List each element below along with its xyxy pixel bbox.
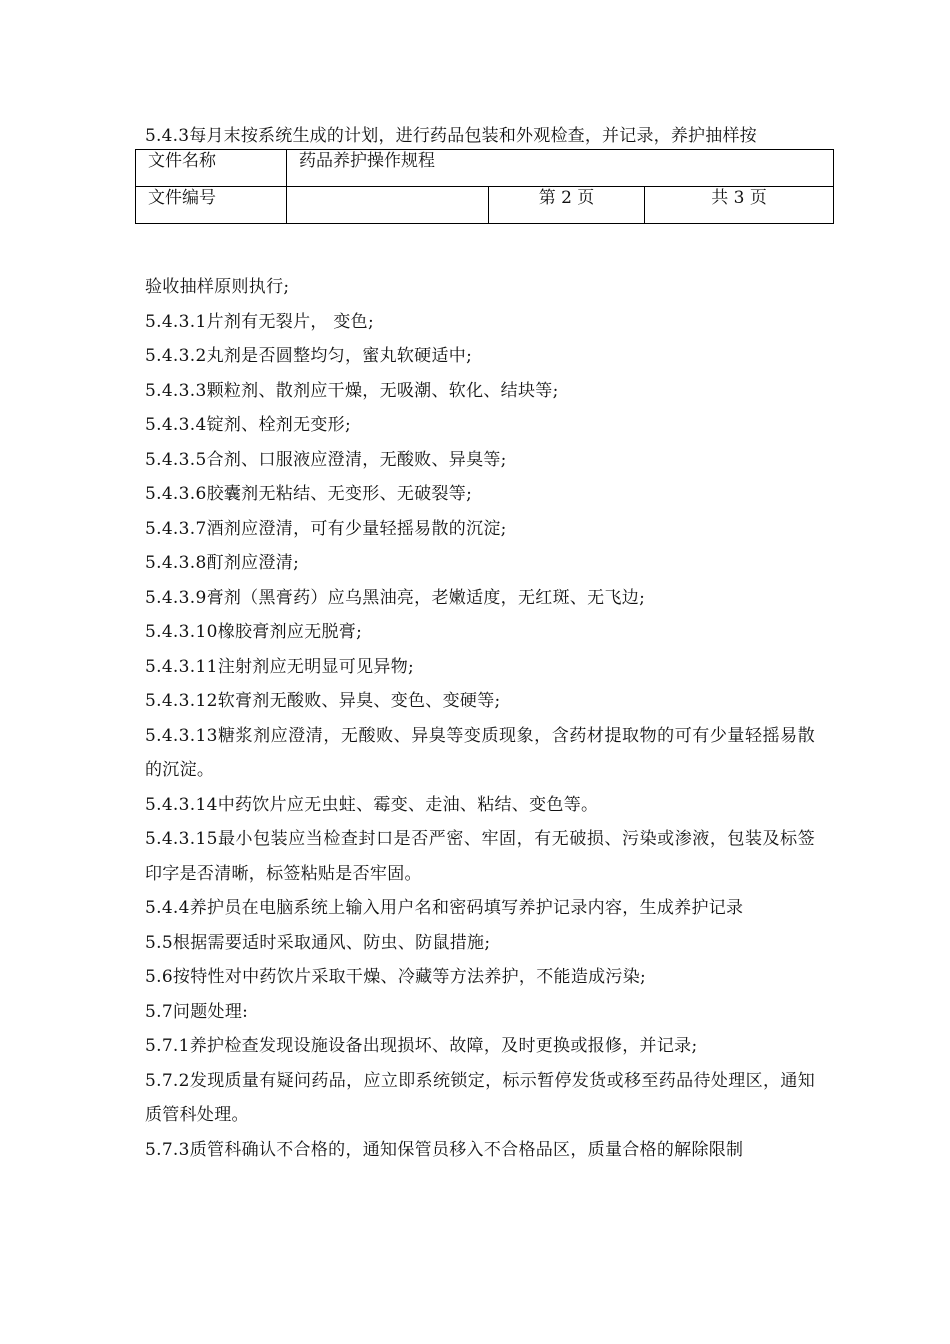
paragraph: 5.7.3质管科确认不合格的，通知保管员移入不合格品区，质量合格的解除限制 <box>145 1139 744 1160</box>
page-current: 第 2 页 <box>489 187 645 224</box>
paragraph: 5.6按特性对中药饮片采取干燥、冷藏等方法养护，不能造成污染; <box>145 967 647 987</box>
header-row-number <box>136 187 834 224</box>
paragraph: 5.7.2发现质量有疑问药品，应立即系统锁定，标示暂停发货或移至药品待处理区，通知质管科处理。 <box>145 1070 815 1125</box>
paragraph: 5.4.3.5合剂、口服液应澄清，无酸败、异臭等; <box>145 449 507 470</box>
paragraph: 5.7.1养护检查发现设施设备出现损坏、故障，及时更换或报修，并记录; <box>145 1036 698 1056</box>
file-number-label: 文件编号 <box>136 187 287 224</box>
header-row-name <box>136 150 834 187</box>
paragraph: 5.4.3.11注射剂应无明显可见异物; <box>145 656 415 677</box>
file-number-value <box>287 187 489 224</box>
paragraph: 5.4.3.6胶囊剂无粘结、无变形、无破裂等; <box>145 484 473 504</box>
top-line-text: 5.4.3每月末按系统生成的计划，进行药品包装和外观检查，并记录，养护抽样按 <box>145 126 757 146</box>
paragraph: 5.7问题处理: <box>145 1001 249 1022</box>
paragraph: 5.4.3.1片剂有无裂片， 变色; <box>145 311 375 332</box>
paragraph: 5.4.3.3颗粒剂、散剂应干燥，无吸潮、软化、结块等; <box>145 380 559 401</box>
document-header-table <box>135 149 834 224</box>
file-name-label: 文件名称 <box>136 150 287 187</box>
file-name-value: 药品养护操作规程 <box>287 150 834 187</box>
paragraph: 5.4.3.13糖浆剂应澄清，无酸败、异臭等变质现象，含药材提取物的可有少量轻摇易散的沉淀。 <box>145 725 815 780</box>
page-total: 共 3 页 <box>645 187 834 224</box>
paragraph: 5.4.3.7酒剂应澄清，可有少量轻摇易散的沉淀; <box>145 518 507 539</box>
paragraph: 5.4.3.8酊剂应澄清; <box>145 553 300 573</box>
paragraph: 5.4.3.9膏剂（黑膏药）应乌黑油亮，老嫩适度，无红斑、无飞边; <box>145 587 646 608</box>
paragraph: 5.4.4养护员在电脑系统上输入用户名和密码填写养护记录内容，生成养护记录 <box>145 898 744 918</box>
paragraph: 5.4.3.15最小包装应当检查封口是否严密、牢固，有无破损、污染或渗液，包装及标签印字是否清晰，标签粘贴是否牢固。 <box>145 829 815 884</box>
paragraph: 5.5根据需要适时采取通风、防虫、防鼠措施; <box>145 932 491 953</box>
paragraph: 验收抽样原则执行; <box>145 277 290 297</box>
paragraph: 5.4.3.14中药饮片应无虫蛀、霉变、走油、粘结、变色等。 <box>145 794 599 815</box>
paragraph: 5.4.3.2丸剂是否圆整均匀，蜜丸软硬适中; <box>145 346 473 366</box>
paragraph: 5.4.3.10橡胶膏剂应无脱膏; <box>145 622 363 642</box>
document-body <box>145 270 815 1167</box>
paragraph: 5.4.3.12软膏剂无酸败、异臭、变色、变硬等; <box>145 691 501 711</box>
paragraph: 5.4.3.4锭剂、栓剂无变形; <box>145 415 352 435</box>
